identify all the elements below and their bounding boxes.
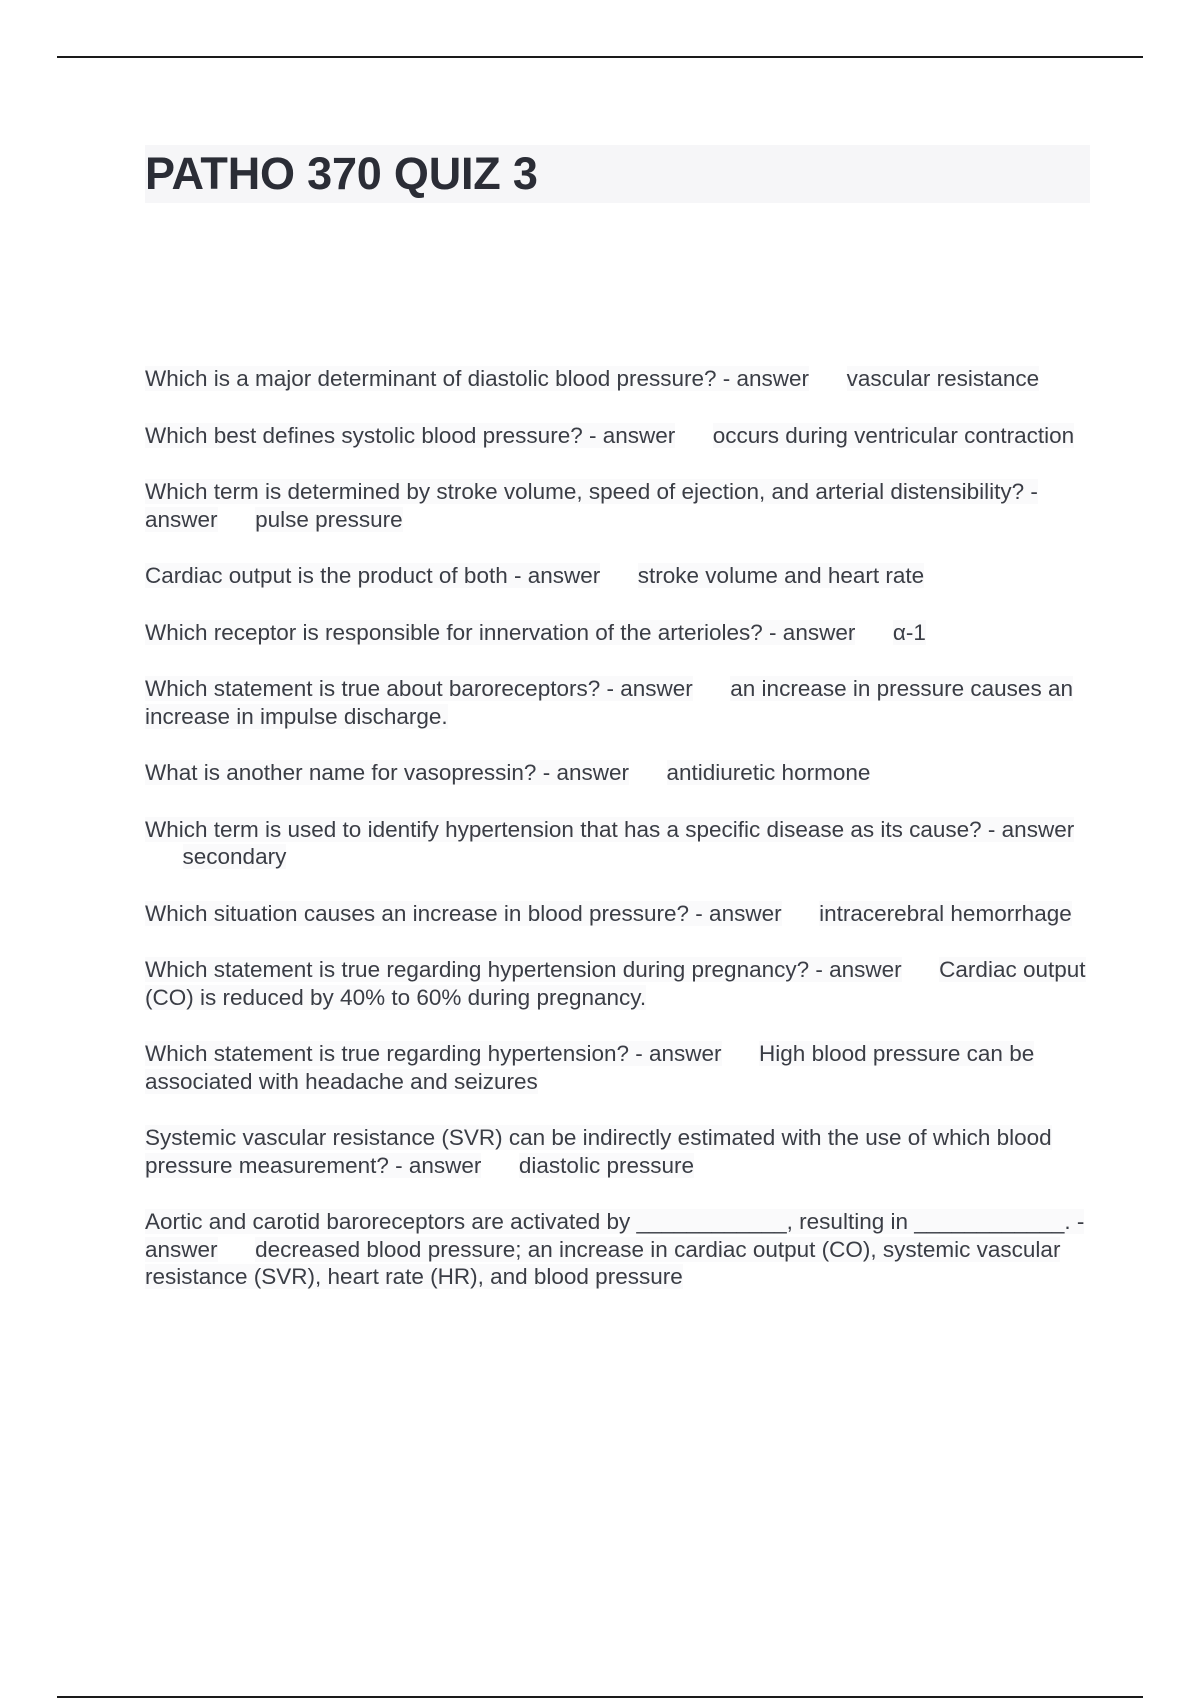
qa-answer: stroke volume and heart rate <box>637 563 925 588</box>
qa-question: Which best defines systolic blood pressure? - answer <box>145 422 676 448</box>
qa-item <box>145 422 1090 450</box>
qa-item <box>145 759 1090 787</box>
qa-item <box>145 365 1090 393</box>
qa-answer: an increase in pressure causes an increase in impulse discharge. <box>145 676 1073 729</box>
qa-item <box>145 816 1090 871</box>
qa-answer: decreased blood pressure; an increase in cardiac output (CO), systemic vascular resistance (SVR), heart rate (HR), and blood pressure <box>145 1236 1061 1289</box>
qa-item <box>145 562 1090 590</box>
qa-item <box>145 478 1090 533</box>
qa-list <box>145 365 1090 1320</box>
qa-item <box>145 1208 1090 1291</box>
qa-answer: intracerebral hemorrhage <box>819 900 1072 926</box>
qa-question: Which statement is true about baroreceptors? - answer <box>145 676 693 701</box>
qa-item <box>145 1040 1090 1095</box>
qa-question: Which receptor is responsible for innervation of the arterioles? - answer <box>145 619 856 645</box>
qa-question: Aortic and carotid baroreceptors are activated by ____________, resulting in ____________. - answer <box>145 1209 1085 1262</box>
qa-answer: Cardiac output (CO) is reduced by 40% to 60% during pregnancy. <box>145 957 1086 1010</box>
qa-question: Which statement is true regarding hypertension during pregnancy? - answer <box>145 957 902 982</box>
qa-item <box>145 675 1090 730</box>
qa-answer: pulse pressure <box>255 506 403 532</box>
qa-answer: antidiuretic hormone <box>666 760 871 785</box>
bottom-rule <box>57 1696 1143 1698</box>
qa-answer: diastolic pressure <box>518 1152 694 1178</box>
qa-question: Which term is determined by stroke volume, speed of ejection, and arterial distensibility? - answer <box>145 479 1038 532</box>
qa-item <box>145 900 1090 928</box>
document-title: PATHO 370 QUIZ 3 <box>145 148 538 199</box>
qa-item <box>145 1124 1090 1179</box>
qa-question: Which is a major determinant of diastolic blood pressure? - answer <box>145 366 810 391</box>
qa-answer: α-1 <box>892 619 926 645</box>
qa-answer: High blood pressure can be associated with headache and seizures <box>145 1041 1035 1094</box>
qa-item <box>145 956 1090 1011</box>
qa-answer: vascular resistance <box>846 366 1040 391</box>
qa-answer: secondary <box>182 844 287 869</box>
top-rule <box>57 56 1143 58</box>
qa-question: Which statement is true regarding hypertension? - answer <box>145 1041 722 1066</box>
qa-question: Cardiac output is the product of both - answer <box>145 563 601 588</box>
qa-answer: occurs during ventricular contraction <box>712 422 1075 448</box>
qa-question: Systemic vascular resistance (SVR) can be indirectly estimated with the use of which blood pressure measurement? - answer <box>145 1125 1052 1178</box>
qa-question: Which term is used to identify hypertension that has a specific disease as its cause? - answer <box>145 816 1075 842</box>
qa-question: What is another name for vasopressin? - answer <box>145 760 629 785</box>
qa-question: Which situation causes an increase in blood pressure? - answer <box>145 900 782 926</box>
qa-item <box>145 619 1090 647</box>
